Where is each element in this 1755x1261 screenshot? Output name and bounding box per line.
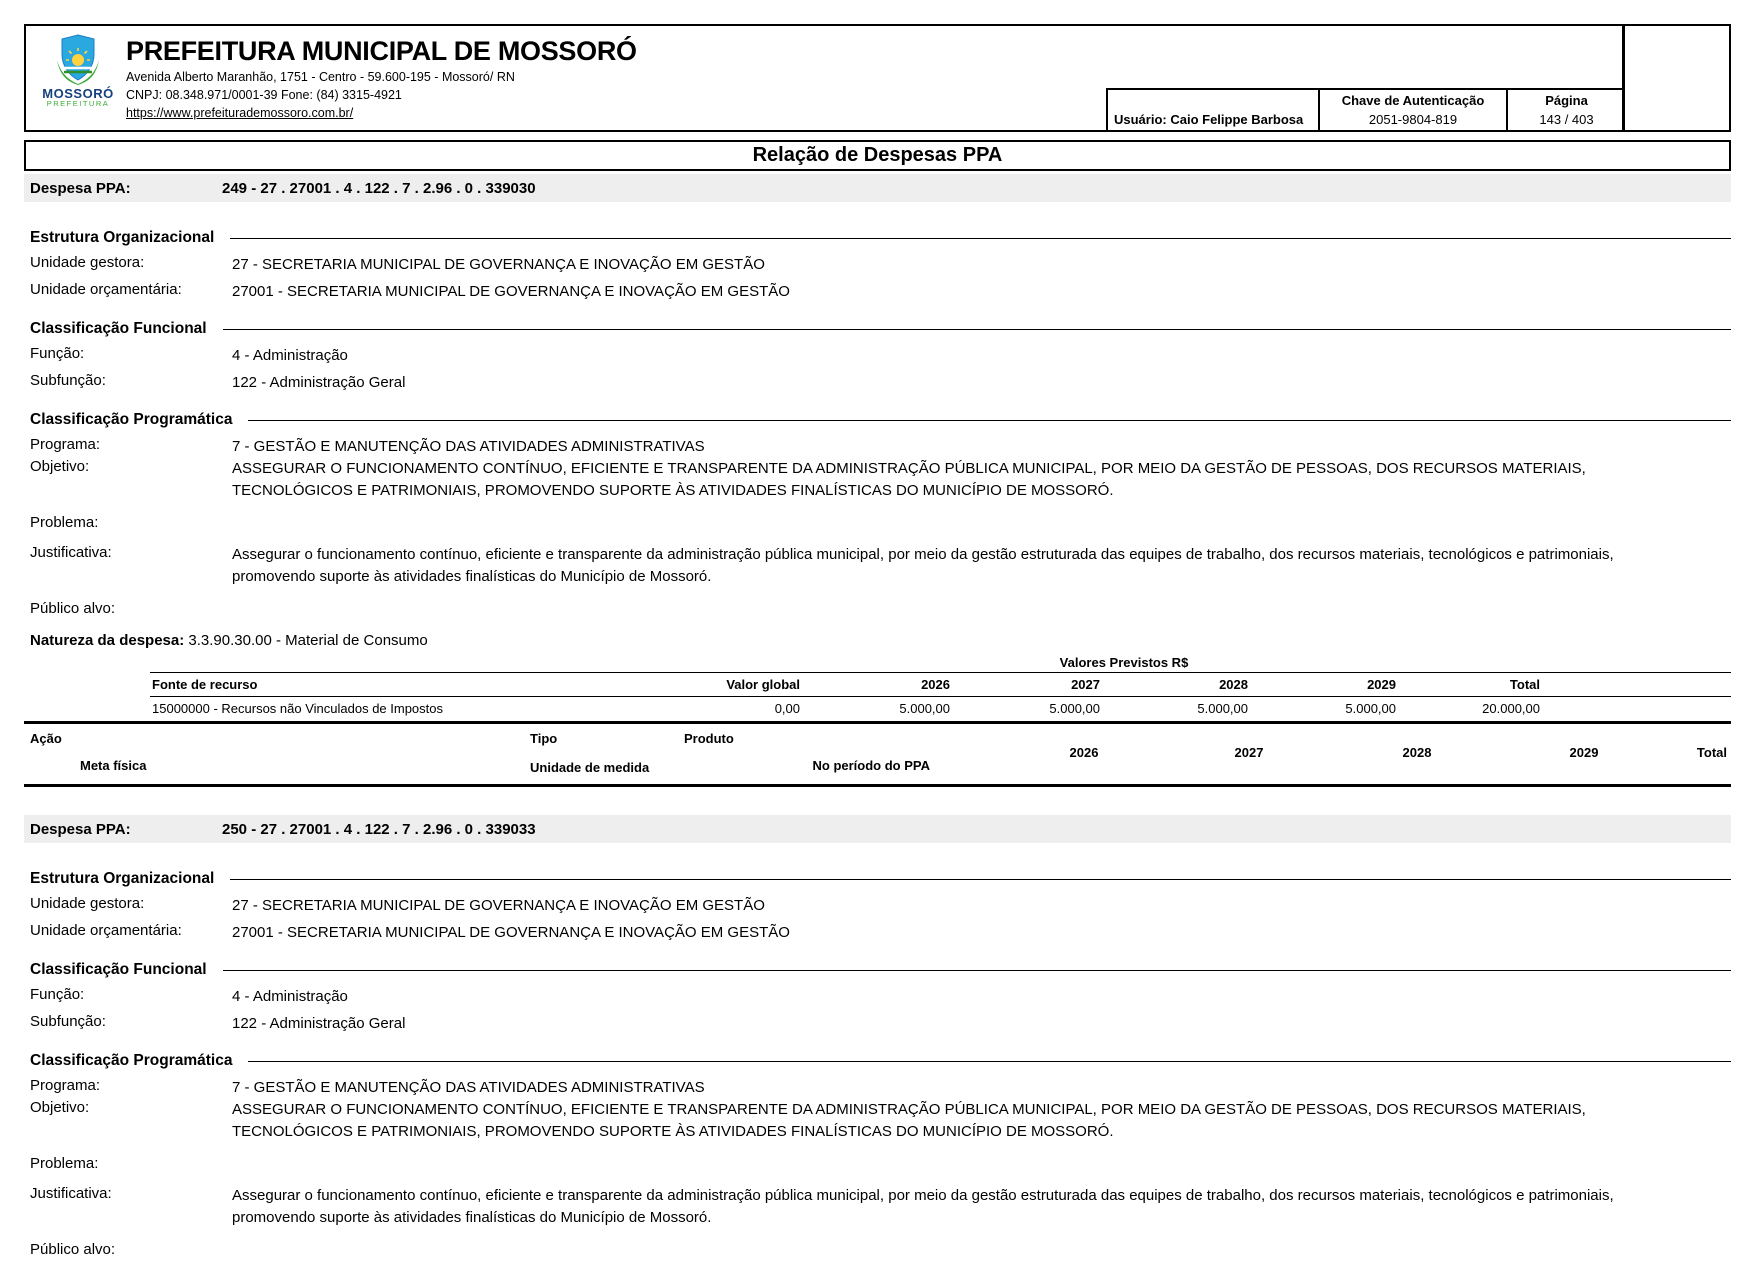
acao-label: Ação: [30, 731, 62, 746]
divider-line: [223, 329, 1731, 330]
valores-table: [150, 672, 1731, 721]
page-cell: [1506, 88, 1625, 130]
section-funcional-2: [24, 960, 1731, 980]
section-title: Estrutura Organizacional: [30, 870, 215, 887]
user-cell: [1106, 88, 1318, 130]
field-label: Unidade orçamentária:: [30, 281, 182, 298]
field-value: 27001 - SECRETARIA MUNICIPAL DE GOVERNANÇA E INOVAÇÃO EM GESTÃO: [232, 924, 790, 941]
section-title: Estrutura Organizacional: [30, 229, 215, 246]
year-2029: 2029: [1569, 745, 1599, 760]
natureza-label: Natureza da despesa:: [30, 632, 185, 649]
produto-label: Produto: [684, 731, 734, 746]
field-label: Programa:: [30, 436, 101, 453]
report-title-bar: [24, 140, 1731, 171]
cell-spacer: [1540, 697, 1731, 722]
field-label: Programa:: [30, 1077, 101, 1094]
user-label: Usuário: Caio Felippe Barbosa: [1114, 112, 1304, 127]
field-value: 27 - SECRETARIA MUNICIPAL DE GOVERNANÇA E INOVAÇÃO EM GESTÃO: [232, 256, 765, 273]
field-funcao-1: [24, 345, 1731, 367]
section-programatica-2: [24, 1051, 1731, 1071]
unidade-medida-label: Unidade de medida: [530, 760, 650, 775]
section-title: Classificação Funcional: [30, 320, 207, 337]
field-value: 7 - GESTÃO E MANUTENÇÃO DAS ATIVIDADES ADMINISTRATIVAS: [232, 438, 705, 455]
field-label: Unidade gestora:: [30, 895, 145, 912]
field-justificativa-1: [24, 544, 1731, 588]
acao-table-header: [24, 721, 1731, 787]
divider-line: [223, 970, 1731, 971]
field-value: 122 - Administração Geral: [232, 374, 406, 391]
cell-2026: 5.000,00: [899, 701, 950, 716]
field-value: 4 - Administração: [232, 988, 348, 1005]
col-2026: 2026: [800, 673, 950, 697]
field-objetivo-2: [24, 1099, 1731, 1143]
org-address: Avenida Alberto Maranhão, 1751 - Centro - 59.600-195 - Mossoró/ RN: [126, 70, 515, 84]
cell-2029: 5.000,00: [1345, 701, 1396, 716]
col-total: Total: [1396, 673, 1540, 697]
cell-2028: 5.000,00: [1197, 701, 1248, 716]
report-header: [24, 24, 1731, 132]
logo-subtitle: PREFEITURA: [46, 99, 110, 108]
section-title: Classificação Programática: [30, 411, 233, 428]
divider-line: [230, 238, 1731, 239]
cell-valor-global: 0,00: [774, 701, 800, 716]
col-2027: 2027: [950, 673, 1100, 697]
section-programatica-1: [24, 410, 1731, 430]
field-value: ASSEGURAR O FUNCIONAMENTO CONTÍNUO, EFICIENTE E TRANSPARENTE DA ADMINISTRAÇÃO PÚBLICA MUNICIPAL, POR MEIO DA GESTÃO DE PESSOAS, DOS RECURSOS MATERIAIS, TECNOLÓGICOS E PATRIMONIAIS, PROMOVENDO SUPORTE ÀS ATIVIDADES FINALÍSTICAS DO MUNICÍPIO DE MOSSORÓ.: [232, 460, 1586, 499]
divider-line: [248, 1061, 1731, 1062]
page-number: 143 / 403: [1539, 112, 1594, 127]
field-label: Unidade orçamentária:: [30, 922, 182, 939]
field-programa-2: [24, 1077, 1731, 1099]
field-label: Problema:: [30, 514, 99, 531]
field-problema-2: [24, 1155, 1731, 1175]
page-label: Página: [1545, 93, 1588, 108]
field-programa-1: [24, 436, 1731, 458]
field-publico-2: [24, 1241, 1731, 1261]
field-label: Função:: [30, 986, 85, 1003]
cell-fonte: 15000000 - Recursos não Vinculados de Impostos: [152, 701, 444, 716]
auth-key-value: 2051-9804-819: [1368, 112, 1458, 127]
despesa-band-1: [24, 174, 1731, 202]
section-funcional-1: [24, 319, 1731, 339]
auth-key-cell: [1318, 88, 1506, 130]
meta-fisica-label: Meta física: [80, 758, 147, 773]
year-2028: 2028: [1402, 745, 1432, 760]
despesa-code: 250 - 27 . 27001 . 4 . 122 . 7 . 2.96 . 0 . 339033: [222, 820, 536, 838]
col-valor-global: Valor global: [715, 673, 800, 697]
col-2028: 2028: [1100, 673, 1248, 697]
field-value: 27001 - SECRETARIA MUNICIPAL DE GOVERNANÇA E INOVAÇÃO EM GESTÃO: [232, 283, 790, 300]
despesa-label: Despesa PPA:: [30, 179, 131, 197]
valores-data-row: [150, 697, 1731, 722]
field-label: Justificativa:: [30, 544, 112, 561]
field-unidade-gestora-1: [24, 254, 1731, 276]
divider-line: [230, 879, 1731, 880]
field-objetivo-1: [24, 458, 1731, 502]
col-spacer: [1540, 673, 1731, 697]
field-value: Assegurar o funcionamento contínuo, eficiente e transparente da administração pública municipal, por meio da gestão estruturada das equipes de trabalho, dos recursos materiais, tecnológicos e patrimoniais, promovendo suporte às atividades finalísticas do Município de Mossoró.: [232, 1187, 1614, 1226]
valores-caption: Valores Previstos R$: [1059, 655, 1189, 670]
cell-total: 20.000,00: [1482, 701, 1540, 716]
despesa-band-2: [24, 815, 1731, 843]
report-title: Relação de Despesas PPA: [752, 144, 1003, 166]
field-value: 27 - SECRETARIA MUNICIPAL DE GOVERNANÇA E INOVAÇÃO EM GESTÃO: [232, 897, 765, 914]
city-crest-icon: [50, 34, 106, 86]
col-fonte: Fonte de recurso: [150, 673, 715, 697]
field-label: Público alvo:: [30, 1241, 116, 1258]
org-website-link[interactable]: https://www.prefeiturademossoro.com.br/: [126, 106, 354, 120]
year-total: Total: [1696, 745, 1727, 760]
cell-2027: 5.000,00: [1049, 701, 1100, 716]
field-subfuncao-2: [24, 1013, 1731, 1035]
natureza-value: 3.3.90.30.00 - Material de Consumo: [188, 632, 428, 649]
field-publico-1: [24, 600, 1731, 620]
field-label: Subfunção:: [30, 372, 106, 389]
field-justificativa-2: [24, 1185, 1731, 1229]
field-label: Objetivo:: [30, 458, 90, 475]
year-2026: 2026: [1069, 745, 1099, 760]
section-title: Classificação Funcional: [30, 961, 207, 978]
section-estrutura-2: [24, 869, 1731, 889]
field-subfuncao-1: [24, 372, 1731, 394]
field-label: Unidade gestora:: [30, 254, 145, 271]
field-label: Público alvo:: [30, 600, 116, 617]
field-value: 4 - Administração: [232, 347, 348, 364]
tipo-label: Tipo: [530, 731, 558, 746]
header-empty-box: [1622, 26, 1729, 130]
natureza-line: [24, 632, 1731, 649]
field-label: Subfunção:: [30, 1013, 106, 1030]
field-problema-1: [24, 514, 1731, 534]
logo-city-name: MOSSORÓ: [42, 86, 114, 101]
field-value: ASSEGURAR O FUNCIONAMENTO CONTÍNUO, EFICIENTE E TRANSPARENTE DA ADMINISTRAÇÃO PÚBLICA MUNICIPAL, POR MEIO DA GESTÃO DE PESSOAS, DOS RECURSOS MATERIAIS, TECNOLÓGICOS E PATRIMONIAIS, PROMOVENDO SUPORTE ÀS ATIVIDADES FINALÍSTICAS DO MUNICÍPIO DE MOSSORÓ.: [232, 1101, 1586, 1140]
field-label: Justificativa:: [30, 1185, 112, 1202]
despesa-label: Despesa PPA:: [30, 820, 131, 838]
year-2027: 2027: [1234, 745, 1264, 760]
field-value: Assegurar o funcionamento contínuo, eficiente e transparente da administração pública municipal, por meio da gestão estruturada das equipes de trabalho, dos recursos materiais, tecnológicos e patrimoniais, promovendo suporte às atividades finalísticas do Município de Mossoró.: [232, 546, 1614, 585]
field-unidade-orcamentaria-1: [24, 281, 1731, 303]
field-unidade-gestora-2: [24, 895, 1731, 917]
divider-line: [248, 420, 1731, 421]
header-meta-cells: [1106, 88, 1625, 130]
valores-header-row: [150, 673, 1731, 697]
field-label: Função:: [30, 345, 85, 362]
periodo-ppa-label: No período do PPA: [812, 758, 930, 773]
field-label: Objetivo:: [30, 1099, 90, 1116]
auth-key-label: Chave de Autenticação: [1341, 93, 1485, 108]
city-logo: [40, 34, 116, 108]
field-value: 7 - GESTÃO E MANUTENÇÃO DAS ATIVIDADES ADMINISTRATIVAS: [232, 1079, 705, 1096]
field-value: 122 - Administração Geral: [232, 1015, 406, 1032]
org-block: [126, 34, 637, 121]
section-estrutura-1: [24, 228, 1731, 248]
org-title: PREFEITURA MUNICIPAL DE MOSSORÓ: [126, 36, 637, 66]
field-funcao-2: [24, 986, 1731, 1008]
field-unidade-orcamentaria-2: [24, 922, 1731, 944]
org-cnpj-phone: CNPJ: 08.348.971/0001-39 Fone: (84) 3315-4921: [126, 88, 402, 102]
despesa-code: 249 - 27 . 27001 . 4 . 122 . 7 . 2.96 . 0 . 339030: [222, 179, 536, 197]
col-2029: 2029: [1248, 673, 1396, 697]
field-label: Problema:: [30, 1155, 99, 1172]
section-title: Classificação Programática: [30, 1052, 233, 1069]
